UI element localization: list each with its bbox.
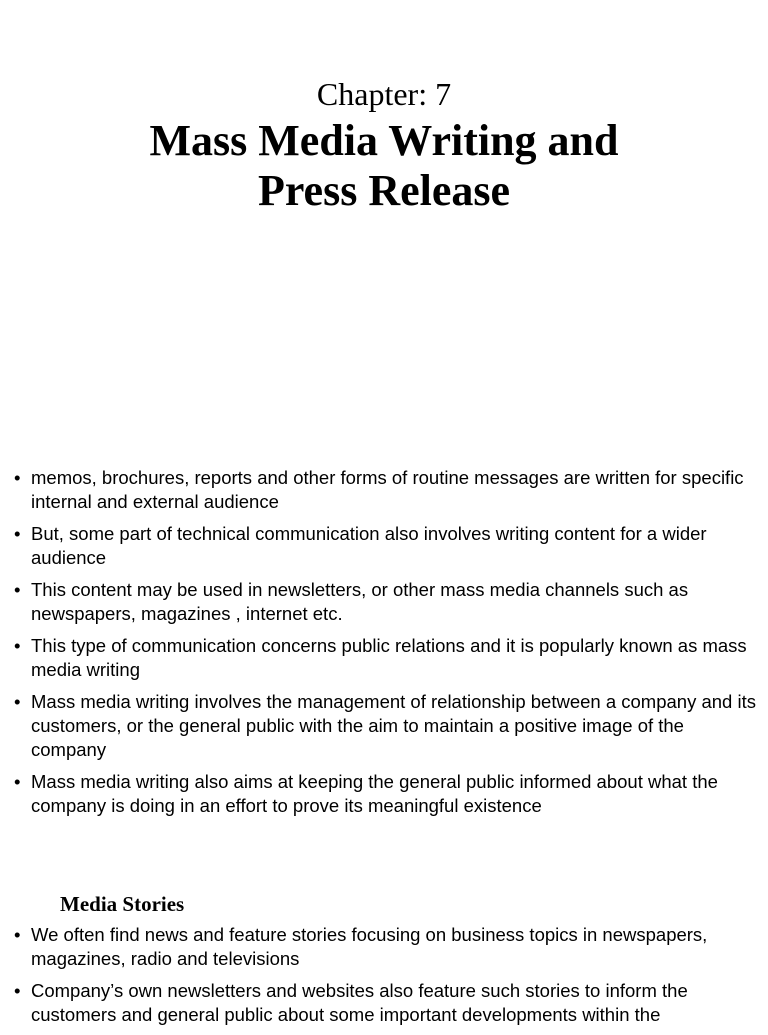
title-block <box>0 74 768 216</box>
page-title-line-1: Mass Media Writing and <box>149 116 619 165</box>
bullet-item <box>14 923 758 971</box>
bullet-dot: • <box>14 523 21 544</box>
chapter-label: Chapter: 7 <box>316 76 452 112</box>
bullet-text: This content may be used in newsletters, or other mass media channels such as newspapers, magazines , internet etc. <box>31 579 689 624</box>
bullet-text: But, some part of technical communication also involves writing content for a wider audience <box>31 523 707 568</box>
bullet-text: memos, brochures, reports and other forms of routine messages are written for specific internal and external audience <box>31 467 744 512</box>
bullet-dot: • <box>14 924 21 945</box>
bullet-text: This type of communication concerns public relations and it is popularly known as mass media writing <box>31 635 747 680</box>
bullet-dot: • <box>14 980 21 1001</box>
page-title-line-2: Press Release <box>257 166 511 215</box>
bullet-dot: • <box>14 771 21 792</box>
bullet-dot: • <box>14 635 21 656</box>
bullet-item <box>14 770 758 818</box>
bullet-text: Mass media writing involves the management of relationship between a company and its customers, or the general public with the aim to maintain a positive image of the company <box>31 691 756 760</box>
bullet-dot: • <box>14 579 21 600</box>
bullet-item <box>14 578 758 626</box>
bullet-item <box>14 466 758 514</box>
page-title <box>0 116 768 216</box>
bullet-item <box>14 634 758 682</box>
bullet-text: Mass media writing also aims at keeping the general public informed about what the company is doing in an effort to prove its meaningful existence <box>31 771 718 816</box>
bullet-item <box>14 690 758 762</box>
bullet-item <box>14 979 758 1027</box>
bullet-text: We often find news and feature stories focusing on business topics in newspapers, magazines, radio and televisions <box>31 924 708 969</box>
media-stories-bullet-list <box>14 923 758 1035</box>
bullet-dot: • <box>14 691 21 712</box>
bullet-text: Company’s own newsletters and websites also feature such stories to inform the customers and general public about some important developments within the <box>31 980 688 1025</box>
intro-bullet-list <box>14 466 758 826</box>
bullet-dot: • <box>14 467 21 488</box>
bullet-item <box>14 522 758 570</box>
media-stories-heading: Media Stories <box>60 892 185 916</box>
